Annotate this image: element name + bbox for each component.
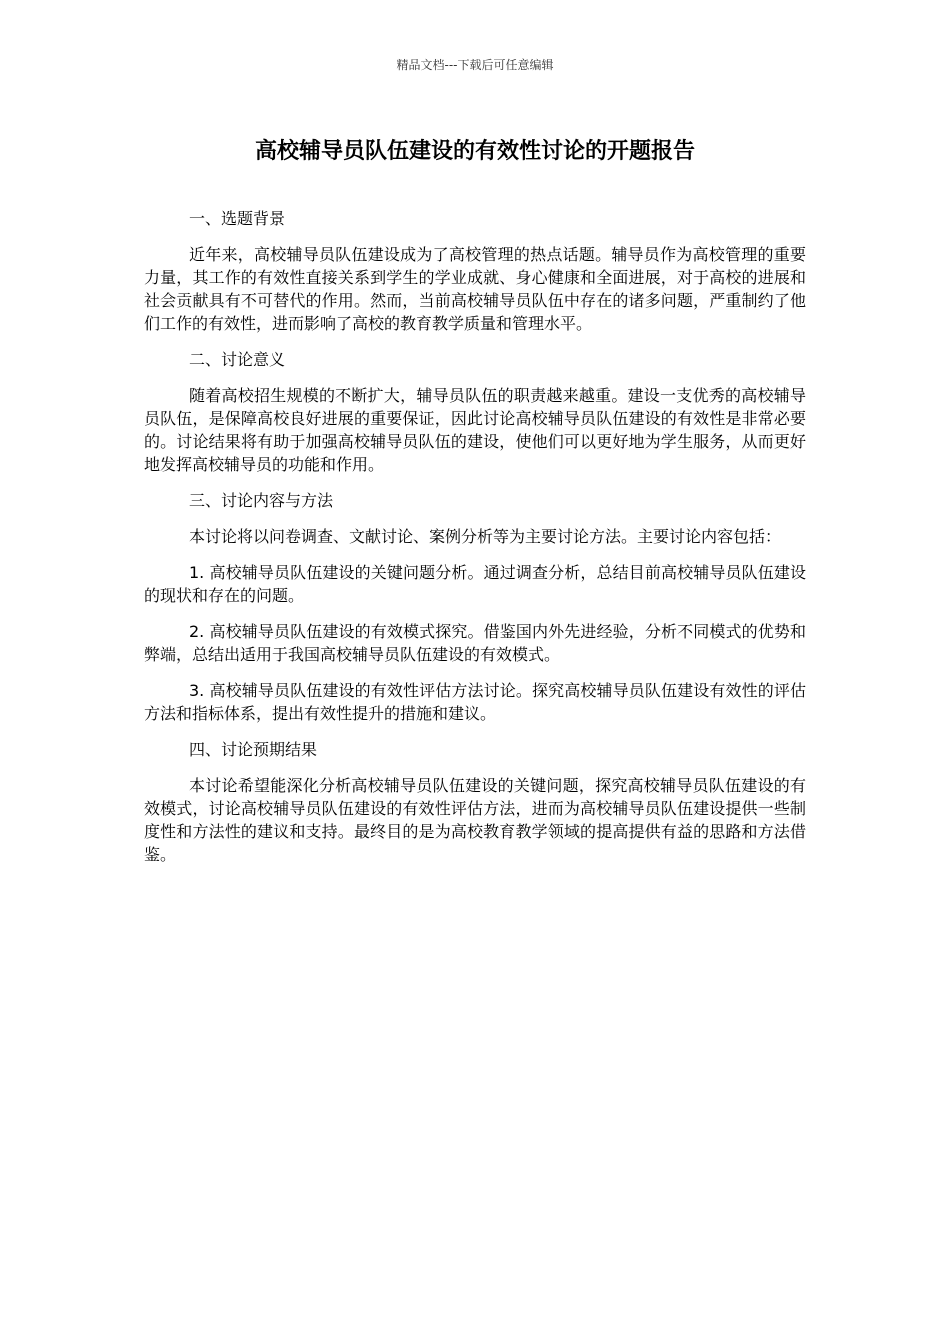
list-item: 2. 高校辅导员队伍建设的有效模式探究。借鉴国内外先进经验，分析不同模式的优势和弊端，总结出适用于我国高校辅导员队伍建设的有效模式。 bbox=[144, 622, 806, 664]
paragraph: 本讨论希望能深化分析高校辅导员队伍建设的关键问题，探究高校辅导员队伍建设的有效模式，讨论高校辅导员队伍建设的有效性评估方法，进而为高校辅导员队伍建设提供一些制度性和方法性的建议和支持。最终目的是为高校教育教学领域的提高提供有益的思路和方法借鉴。 bbox=[144, 776, 806, 864]
header-note: 精品文档---下载后可任意编辑 bbox=[396, 58, 554, 72]
paragraph: 本讨论将以问卷调查、文献讨论、案例分析等为主要讨论方法。主要讨论内容包括： bbox=[189, 527, 782, 546]
section-significance bbox=[144, 348, 806, 476]
list-item: 1. 高校辅导员队伍建设的关键问题分析。通过调查分析，总结目前高校辅导员队伍建设的现状和存在的问题。 bbox=[144, 563, 806, 605]
section-heading: 四、讨论预期结果 bbox=[189, 740, 318, 759]
section-heading: 一、选题背景 bbox=[189, 209, 286, 228]
paragraph: 随着高校招生规模的不断扩大，辅导员队伍的职责越来越重。建设一支优秀的高校辅导员队伍，是保障高校良好进展的重要保证，因此讨论高校辅导员队伍建设的有效性是非常必要的。讨论结果将有助于加强高校辅导员队伍的建设，使他们可以更好地为学生服务，从而更好地发挥高校辅导员的功能和作用。 bbox=[144, 386, 806, 474]
section-heading: 二、讨论意义 bbox=[189, 350, 286, 369]
section-expected-results bbox=[144, 738, 806, 866]
document-title: 高校辅导员队伍建设的有效性讨论的开题报告 bbox=[254, 139, 695, 164]
section-heading: 三、讨论内容与方法 bbox=[189, 491, 334, 510]
document-body bbox=[144, 207, 806, 879]
section-content-methods bbox=[144, 489, 806, 725]
section-background bbox=[144, 207, 806, 335]
list-item: 3. 高校辅导员队伍建设的有效性评估方法讨论。探究高校辅导员队伍建设有效性的评估方法和指标体系，提出有效性提升的措施和建议。 bbox=[144, 681, 806, 723]
paragraph: 近年来，高校辅导员队伍建设成为了高校管理的热点话题。辅导员作为高校管理的重要力量，其工作的有效性直接关系到学生的学业成就、身心健康和全面进展，对于高校的进展和社会贡献具有不可替代的作用。然而，当前高校辅导员队伍中存在的诸多问题，严重制约了他们工作的有效性，进而影响了高校的教育教学质量和管理水平。 bbox=[144, 245, 806, 333]
